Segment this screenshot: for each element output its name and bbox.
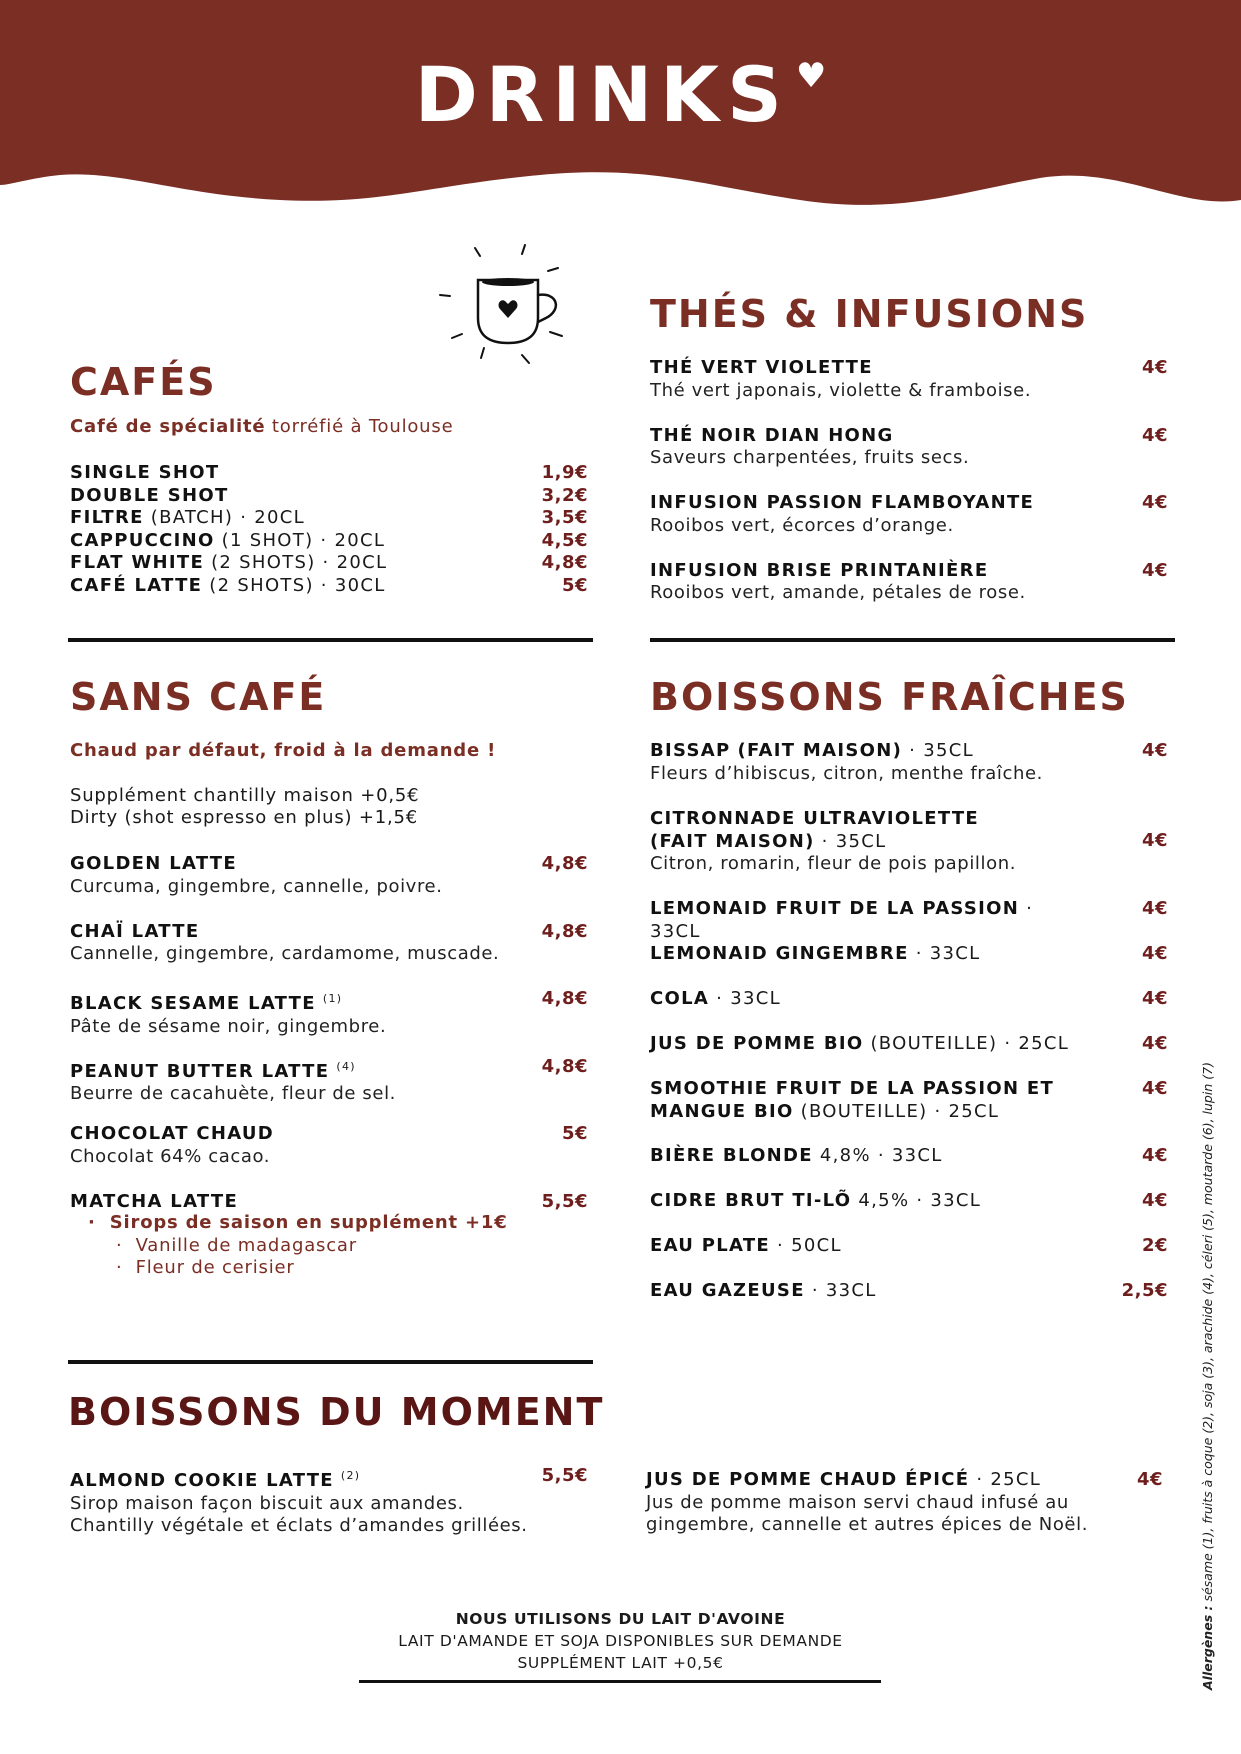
item-name: GOLDEN LATTE xyxy=(70,853,237,874)
item-description: Rooibos vert, amande, pétales de rose. xyxy=(650,582,1026,603)
item-description: Pâte de sésame noir, gingembre. xyxy=(70,1015,387,1037)
price: 4€ xyxy=(1141,1033,1168,1054)
price: 4,5€ xyxy=(541,529,588,551)
menu-item: ALMOND COOKIE LATTE $^{(2)}$ Sirop maison façon biscuit aux amandes. Chantilly végétale et éclats d’amandes grillées. xyxy=(70,1469,528,1536)
menu-item xyxy=(650,943,1080,966)
price: 4€ xyxy=(1141,1190,1168,1211)
item-description: Thé vert japonais, violette & framboise. xyxy=(650,379,1032,401)
item-description: Cannelle, gingembre, cardamome, muscade. xyxy=(70,943,500,964)
item-name: INFUSION PASSION FLAMBOYANTE xyxy=(650,492,1035,513)
header-banner xyxy=(0,0,1241,230)
item-description: Saveurs charpentées, fruits secs. xyxy=(650,447,970,468)
item-variant: (2 SHOTS) · 30CL xyxy=(202,574,386,596)
divider xyxy=(650,638,1175,642)
menu-item xyxy=(70,530,500,553)
item-name: CHOCOLAT CHAUD xyxy=(70,1123,275,1144)
item-name: SINGLE SHOT xyxy=(70,462,220,483)
footer-divider xyxy=(359,1680,881,1683)
item-description: Curcuma, gingembre, cannelle, poivre. xyxy=(70,875,443,897)
item-name: LEMONAID GINGEMBRE xyxy=(650,943,909,964)
sirop-option: · Vanille de madagascar xyxy=(116,1235,357,1256)
price: 4,8€ xyxy=(541,920,588,942)
item-variant: (2 SHOTS) · 20CL xyxy=(204,552,388,573)
item-name: CAFÉ LATTE xyxy=(70,574,203,596)
menu-item xyxy=(650,425,1080,470)
divider xyxy=(68,1360,593,1364)
item-name: CAPPUCCINO xyxy=(70,529,215,551)
item-variant: (BATCH) · 20CL xyxy=(143,507,305,528)
item-variant: 4,5% · 33CL xyxy=(851,1190,982,1211)
menu-item xyxy=(650,988,1080,1011)
footer-line-3: SUPPLÉMENT LAIT +0,5€ xyxy=(517,1654,724,1672)
item-name: EAU GAZEUSE xyxy=(650,1280,805,1301)
price: 4€ xyxy=(1141,357,1168,378)
price: 4€ xyxy=(1141,492,1168,513)
allergens-note: Allergènes : sésame (1), fruits à coque (2), soja (3), arachide (4), céleri (5), moutarde (6), lupin (7) xyxy=(1200,1062,1215,1690)
thes-title: THÉS & INFUSIONS xyxy=(650,292,1089,336)
item-name: MATCHA LATTE xyxy=(70,1190,239,1212)
supplement-dirty: Dirty (shot espresso en plus) +1,5€ xyxy=(70,807,419,828)
item-description: Beurre de cacahuète, fleur de sel. xyxy=(70,1083,396,1104)
item-name: COLA xyxy=(650,988,710,1009)
item-variant: · 33CL xyxy=(804,1280,877,1301)
item-name: FLAT WHITE xyxy=(70,552,205,573)
item-name: EAU PLATE xyxy=(650,1235,771,1256)
cafes-title: CAFÉS xyxy=(70,360,217,404)
page-title: DRINKS ♥ xyxy=(414,50,827,139)
cafes-subtitle: Café de spécialité torréfié à Toulouse xyxy=(70,416,454,437)
item-name: INFUSION BRISE PRINTANIÈRE xyxy=(650,559,989,581)
price: 4,8€ xyxy=(541,552,588,573)
menu-item xyxy=(650,1145,1080,1168)
price: 4€ xyxy=(1141,988,1168,1009)
price: 5,5€ xyxy=(541,1190,588,1212)
item-name: CIDRE BRUT TI-LÕ xyxy=(650,1190,852,1211)
menu-item xyxy=(650,898,1080,943)
price: 4,8€ xyxy=(541,988,588,1009)
menu-item: CITRONNADE ULTRAVIOLETTE (FAIT MAISON) · 35CL Citron, romarin, fleur de pois papillon. xyxy=(650,808,1017,874)
fraiches-title: BOISSONS FRAÎCHES xyxy=(650,675,1129,719)
price: 2€ xyxy=(1141,1235,1168,1256)
coffee-cup-heart-icon xyxy=(438,240,578,370)
price: 3,5€ xyxy=(541,507,588,528)
menu-item: JUS DE POMME CHAUD ÉPICÉ · 25CL Jus de pomme maison servi chaud infusé au gingembre, cannelle et autres épices de Noël. xyxy=(646,1469,1089,1535)
item-name: BLACK SESAME LATTE xyxy=(70,993,316,1014)
price: 5€ xyxy=(561,574,588,596)
item-name: BIÈRE BLONDE xyxy=(650,1145,813,1166)
item-description: Chocolat 64% cacao. xyxy=(70,1145,271,1167)
item-name: THÉ NOIR DIAN HONG xyxy=(650,424,894,446)
price: 4,8€ xyxy=(541,1055,588,1077)
sans-cafe-title: SANS CAFÉ xyxy=(70,675,327,719)
price: 4€ xyxy=(1141,830,1168,851)
divider xyxy=(68,638,593,642)
sirops-line: · Sirops de saison en supplément +1€ xyxy=(88,1212,508,1233)
menu-item xyxy=(650,1033,1080,1056)
price: 4€ xyxy=(1141,1078,1168,1099)
item-variant: (1 SHOT) · 20CL xyxy=(214,529,386,551)
price: 4€ xyxy=(1141,740,1168,761)
item-name: CHAÏ LATTE xyxy=(70,920,200,942)
sans-cafe-subtitle: Chaud par défaut, froid à la demande ! xyxy=(70,740,497,761)
price: 1,9€ xyxy=(541,462,588,483)
menu-item xyxy=(650,560,1080,605)
allergen-ref: (4) xyxy=(336,1059,356,1073)
sirop-option: · Fleur de cerisier xyxy=(116,1257,295,1278)
menu-item xyxy=(650,1235,1080,1258)
price: 4€ xyxy=(1141,943,1168,964)
menu-item xyxy=(70,552,500,575)
price: 3,2€ xyxy=(541,484,588,506)
item-name: LEMONAID FRUIT DE LA PASSION xyxy=(650,898,1020,919)
item-variant: (BOUTEILLE) · 25CL xyxy=(863,1033,1070,1054)
price: 4€ xyxy=(1136,1469,1163,1490)
menu-item xyxy=(650,1280,1080,1303)
item-name: FILTRE xyxy=(70,507,144,528)
item-description: Rooibos vert, écorces d’orange. xyxy=(650,514,954,536)
menu-item: SMOOTHIE FRUIT DE LA PASSION ET MANGUE BIO (BOUTEILLE) · 25CL xyxy=(650,1078,1055,1122)
menu-item xyxy=(70,507,500,530)
supplement-chantilly: Supplément chantilly maison +0,5€ xyxy=(70,785,420,806)
price: 4€ xyxy=(1141,424,1168,446)
menu-item xyxy=(650,357,1080,402)
item-name: THÉ VERT VIOLETTE xyxy=(650,357,873,378)
allergen-ref: (1) xyxy=(322,992,343,1005)
price: 4€ xyxy=(1141,1145,1168,1166)
menu-item xyxy=(70,575,500,598)
item-variant: · 33CL xyxy=(709,988,781,1009)
price: 5€ xyxy=(561,1123,588,1144)
footer-line-2: LAIT D'AMANDE ET SOJA DISPONIBLES SUR DEMANDE xyxy=(398,1632,843,1650)
menu-item xyxy=(70,485,500,508)
item-variant: 4,8% · 33CL xyxy=(812,1145,943,1166)
price: 4,8€ xyxy=(541,853,588,874)
footer-line-1: NOUS UTILISONS DU LAIT D'AVOINE xyxy=(455,1610,786,1628)
price: 4€ xyxy=(1141,559,1168,581)
menu-item xyxy=(70,462,500,485)
menu-item xyxy=(650,492,1080,537)
item-variant: · 33CL xyxy=(650,898,1034,942)
moment-title: BOISSONS DU MOMENT xyxy=(68,1390,605,1434)
price: 4€ xyxy=(1141,898,1168,919)
price: 2,5€ xyxy=(1121,1280,1168,1301)
menu-item xyxy=(650,1190,1080,1213)
price: 5,5€ xyxy=(541,1465,588,1486)
menu-item: BISSAP (FAIT MAISON) · 35CL Fleurs d’hibiscus, citron, menthe fraîche. xyxy=(650,740,1043,784)
heart-icon: ♥ xyxy=(795,56,827,96)
item-name: DOUBLE SHOT xyxy=(70,484,229,506)
item-name: PEANUT BUTTER LATTE xyxy=(70,1060,330,1082)
item-variant: · 50CL xyxy=(770,1235,842,1256)
item-variant: · 33CL xyxy=(908,943,981,964)
item-name: JUS DE POMME BIO xyxy=(650,1033,864,1054)
